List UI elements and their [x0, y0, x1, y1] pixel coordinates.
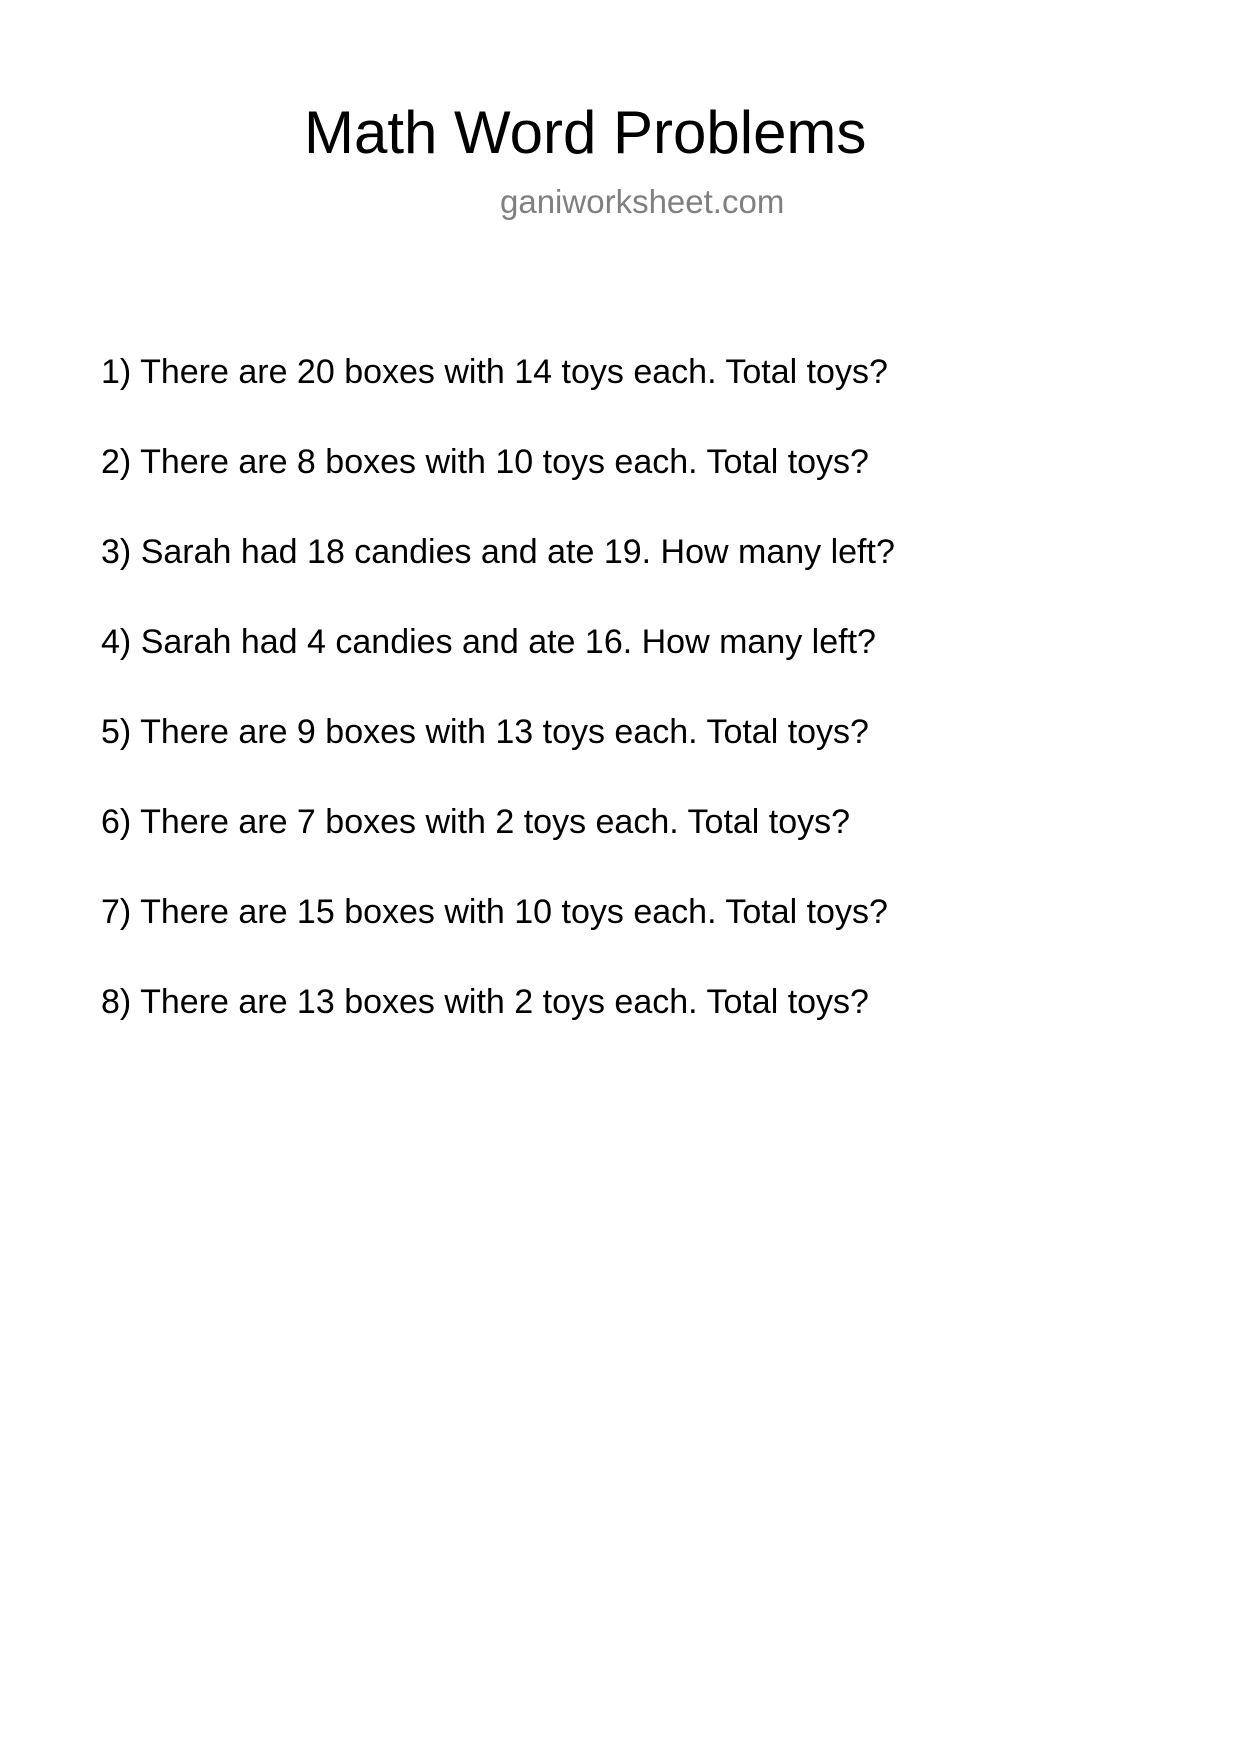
problem-number: 5)	[101, 713, 132, 751]
problem-item	[101, 712, 869, 752]
problem-text: There are 20 boxes with 14 toys each. Total toys?	[140, 353, 888, 391]
problem-text: There are 13 boxes with 2 toys each. Total toys?	[140, 983, 869, 1021]
problem-text: There are 8 boxes with 10 toys each. Total toys?	[140, 443, 869, 481]
page-title: Math Word Problems	[304, 99, 867, 166]
problem-item	[101, 892, 888, 932]
problem-item	[101, 532, 895, 572]
problem-text: There are 7 boxes with 2 toys each. Total toys?	[140, 803, 851, 841]
problem-item	[101, 622, 876, 662]
problem-item	[101, 982, 869, 1022]
problem-item	[101, 352, 888, 392]
problem-item	[101, 802, 850, 842]
problem-number: 6)	[101, 803, 132, 841]
problem-text: Sarah had 4 candies and ate 16. How many left?	[140, 623, 876, 661]
site-watermark: ganiworksheet.com	[500, 183, 785, 220]
problem-number: 1)	[101, 353, 132, 391]
problem-number: 4)	[101, 623, 132, 661]
problem-text: There are 15 boxes with 10 toys each. Total toys?	[140, 893, 888, 931]
problem-item	[101, 442, 869, 482]
problem-text: There are 9 boxes with 13 toys each. Total toys?	[140, 713, 869, 751]
problem-text: Sarah had 18 candies and ate 19. How many left?	[140, 533, 895, 571]
problem-number: 7)	[101, 893, 132, 931]
problem-number: 8)	[101, 983, 132, 1021]
problem-number: 3)	[101, 533, 132, 571]
problem-number: 2)	[101, 443, 132, 481]
